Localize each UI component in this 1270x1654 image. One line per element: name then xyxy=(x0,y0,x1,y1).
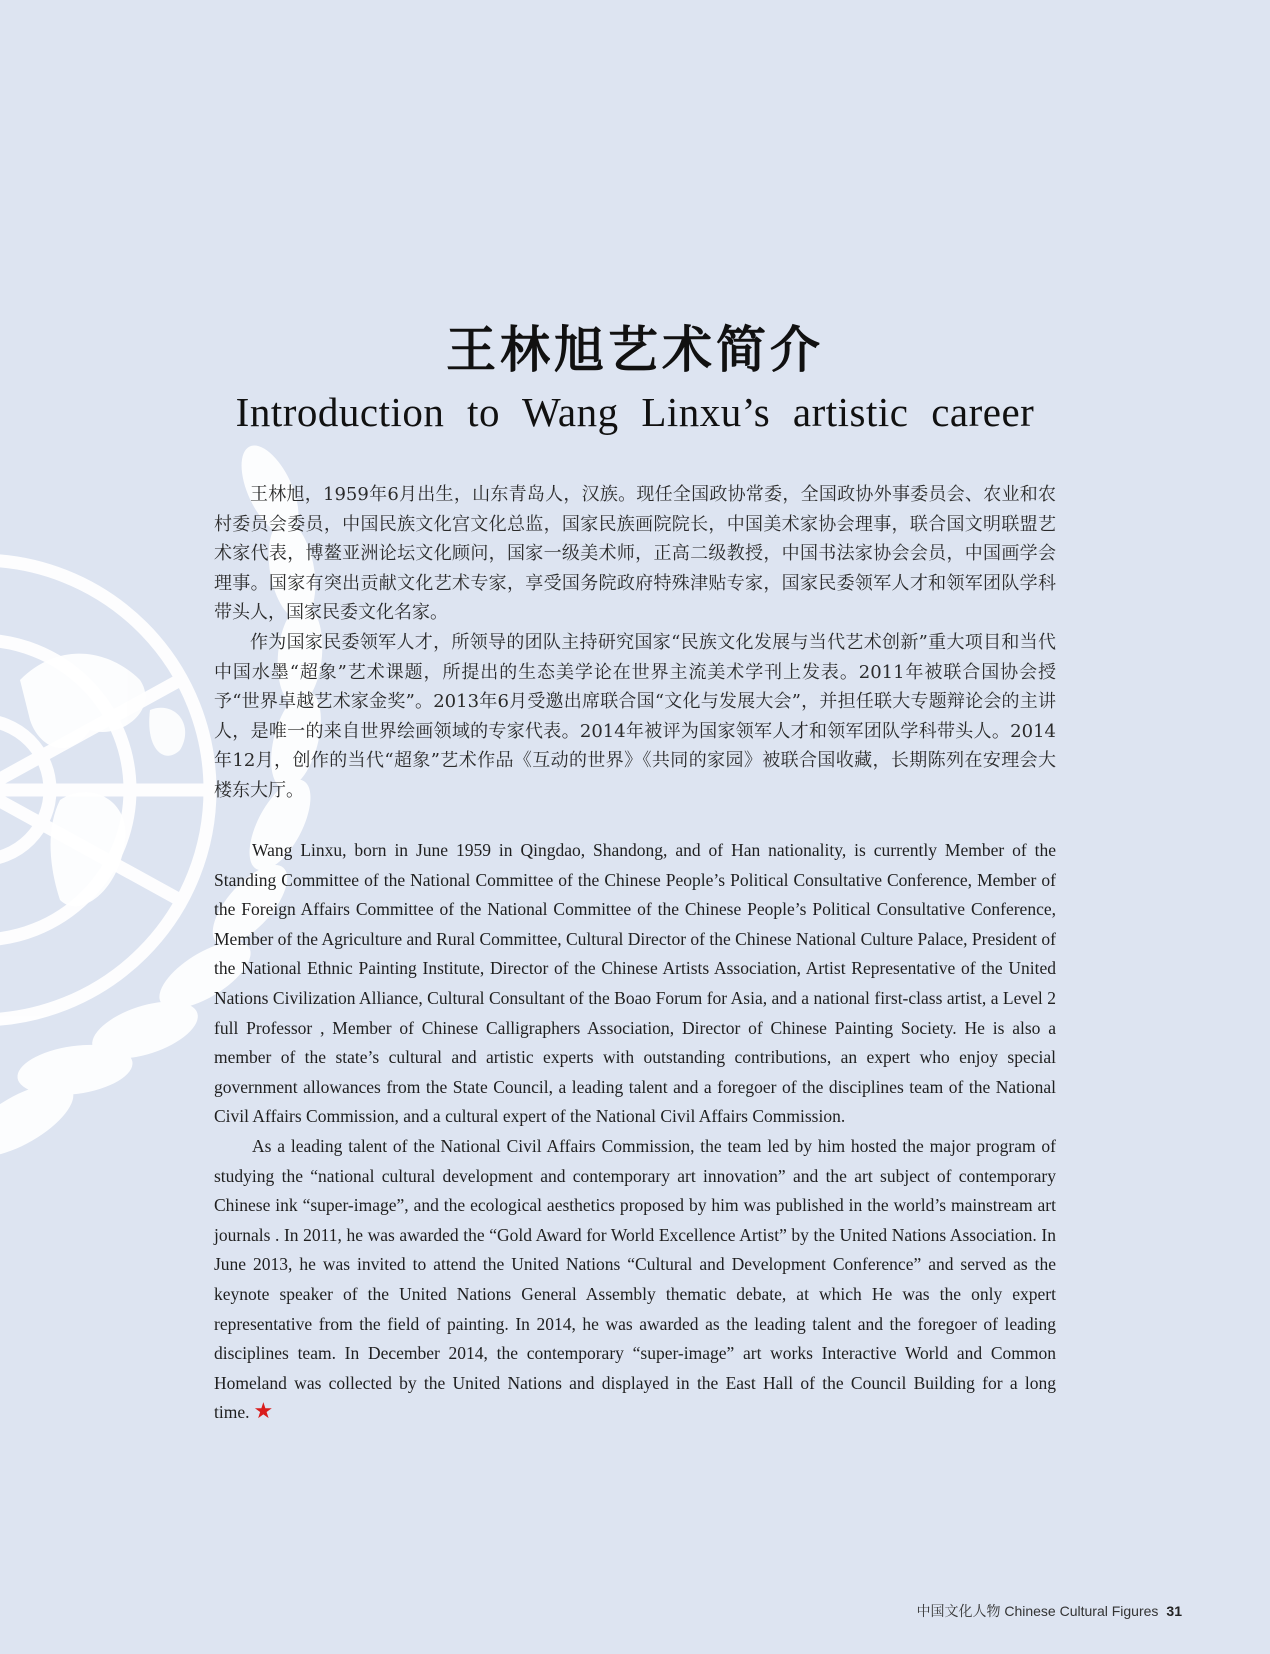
red-star-icon: ★ xyxy=(253,1398,274,1424)
chinese-body xyxy=(214,480,1056,806)
page-title-english: Introduction to Wang Linxu’s artistic career xyxy=(235,389,1035,435)
english-body xyxy=(214,836,1056,1428)
english-paragraph-2 xyxy=(214,1132,1056,1428)
english-paragraph-2-text: As a leading talent of the National Civil Affairs Commission, the team led by him hosted the major program of studying the “national cultural development and contemporary art innovation” and the art subject of contemporary Chinese ink “super-image”, and the ecological aesthetics proposed by him was published in the world’s mainstream art journals . In 2011, he was awarded the “Gold Award for World Excellence Artist” by the United Nations Association. In June 2013, he was invited to attend the United Nations “Cultural and Development Conference” and served as the keynote speaker of the United Nations General Assembly thematic debate, at which He was the only expert representative from the field of painting. In 2014, he was awarded as the leading talent and the foregoer of leading disciplines team. In December 2014, the contemporary “super-image” art works Interactive World and Common Homeland was collected by the United Nations and displayed in the East Hall of the Council Building for a long time. xyxy=(214,1135,1056,1423)
chinese-paragraph-1: 王林旭，1959年6月出生，山东青岛人，汉族。现任全国政协常委，全国政协外事委员会、农业和农村委员会委员，中国民族文化宫文化总监，国家民族画院院长，中国美术家协会理事，联合国文明联盟艺术家代表，博鳌亚洲论坛文化顾问，国家一级美术师，正高二级教授，中国书法家协会会员，中国画学会理事。国家有突出贡献文化艺术专家，享受国务院政府特殊津贴专家，国家民委领军人才和领军团队学科带头人，国家民委文化名家。 xyxy=(214,484,1056,624)
page-number: 31 xyxy=(1166,1603,1182,1619)
publication-name: 中国文化人物 Chinese Cultural Figures xyxy=(916,1603,1159,1619)
page-footer xyxy=(916,1601,1182,1621)
chinese-paragraph-2: 作为国家民委领军人才，所领导的团队主持研究国家“民族文化发展与当代艺术创新”重大项目和当代中国水墨“超象”艺术课题，所提出的生态美学论在世界主流美术学刊上发表。2011年被联合国协会授予“世界卓越艺术家金奖”。2013年6月受邀出席联合国“文化与发展大会”，并担任联大专题辩论会的主讲人，是唯一的来自世界绘画领域的专家代表。2014年被评为国家领军人才和领军团队学科带头人。2014年12月，创作的当代“超象”艺术作品《互动的世界》《共同的家园》被联合国收藏，长期陈列在安理会大楼东大厅。 xyxy=(214,631,1056,801)
page-title-chinese: 王林旭艺术简介 xyxy=(446,320,824,379)
english-paragraph-1: Wang Linxu, born in June 1959 in Qingdao, Shandong, and of Han nationality, is currently Member of the Standing Committee of the National Committee of the Chinese People’s Political Consultative Conference, Member of the Foreign Affairs Committee of the National Committee of the Chinese People’s Political Consultative Conference, Member of the Agriculture and Rural Committee, Cultural Director of the Chinese National Culture Palace, President of the National Ethnic Painting Institute, Director of the Chinese Artists Association, Artist Representative of the United Nations Civilization Alliance, Cultural Consultant of the Boao Forum for Asia, and a national first-class artist, a Level 2 full Professor , Member of Chinese Calligraphers Association, Director of Chinese Painting Society. He is also a member of the state’s cultural and artistic experts with outstanding contributions, an expert who enjoy special government allowances from the State Council, a leading talent and a foregoer of the disciplines team of the National Civil Affairs Commission, and a cultural expert of the National Civil Affairs Commission. xyxy=(214,840,1056,1127)
